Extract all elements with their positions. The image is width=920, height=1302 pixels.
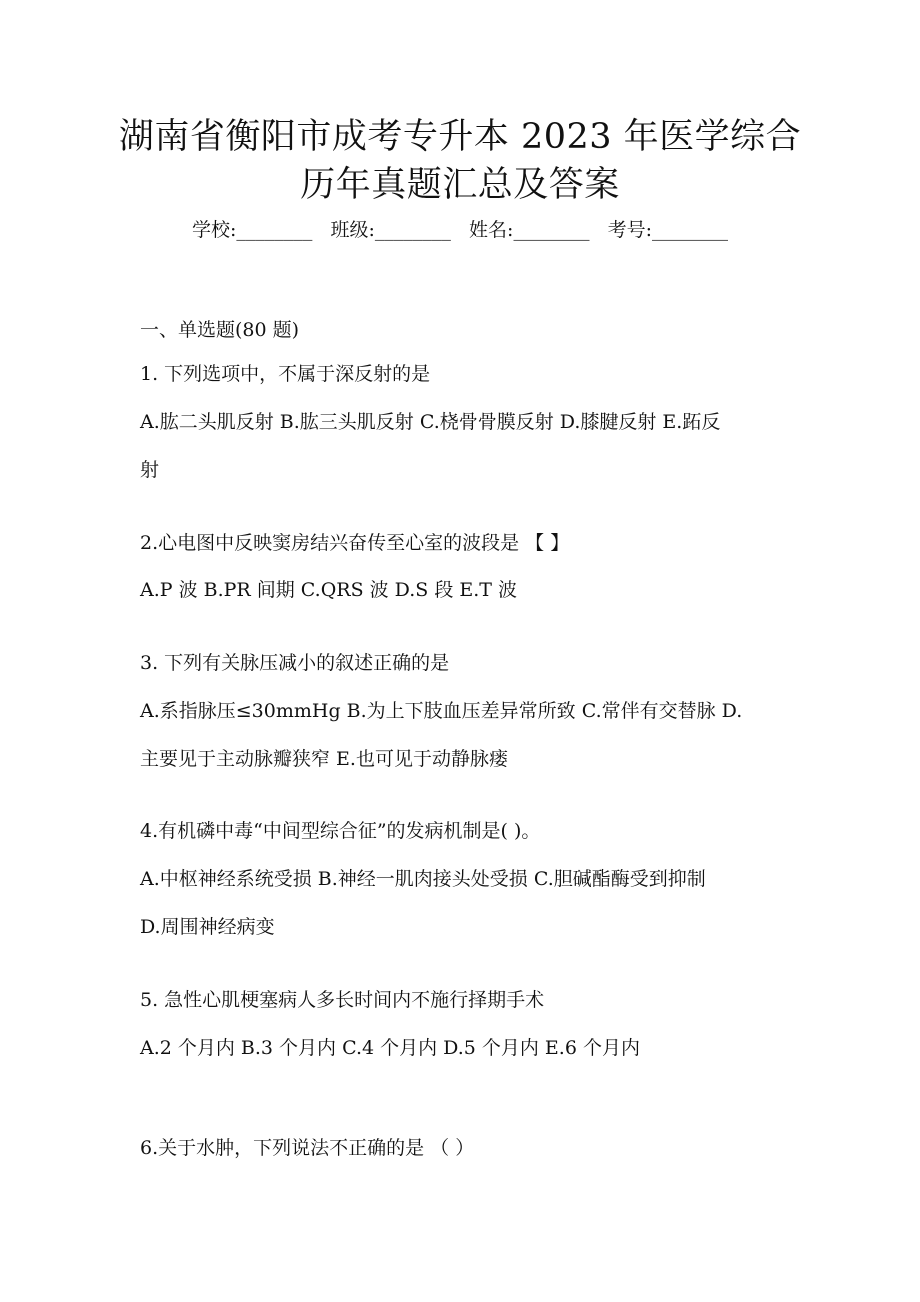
student-info-line: 学校:________ 班级:________ 姓名:________ 考号:________ — [192, 219, 728, 241]
document-title-line-2: 历年真题汇总及答案 — [300, 165, 620, 205]
question-4-stem: 4.有机磷中毒“中间型综合征”的发病机制是( )。 — [140, 820, 541, 842]
question-2-options-line-1: A.P 波 B.PR 间期 C.QRS 波 D.S 段 E.T 波 — [140, 579, 517, 601]
question-4-options-line-1: A.中枢神经系统受损 B.神经一肌肉接头处受损 C.胆碱酯酶受到抑制 — [140, 868, 706, 890]
document-title-line-1: 湖南省衡阳市成考专升本 2023 年医学综合 — [118, 117, 802, 157]
question-1-stem: 1. 下列选项中，不属于深反射的是 — [140, 363, 431, 385]
section-heading: 一、单选题(80 题) — [140, 319, 300, 341]
question-5-options-line-1: A.2 个月内 B.3 个月内 C.4 个月内 D.5 个月内 E.6 个月内 — [140, 1037, 640, 1059]
question-1-options-line-2: 射 — [140, 459, 160, 481]
question-3-stem: 3. 下列有关脉压减小的叙述正确的是 — [140, 652, 450, 674]
question-5-stem: 5. 急性心肌梗塞病人多长时间内不施行择期手术 — [140, 989, 545, 1011]
question-1-options-line-1: A.肱二头肌反射 B.肱三头肌反射 C.桡骨骨膜反射 D.膝腱反射 E.跖反 — [140, 411, 721, 433]
question-6-stem: 6.关于水肿，下列说法不正确的是 （ ） — [140, 1137, 475, 1159]
question-2-stem: 2.心电图中反映窦房结兴奋传至心室的波段是 【 】 — [140, 532, 570, 554]
question-3-options-line-2: 主要见于主动脉瓣狭窄 E.也可见于动静脉瘘 — [140, 748, 508, 770]
question-3-options-line-1: A.系指脉压≤30mmHg B.为上下肢血压差异常所致 C.常伴有交替脉 D. — [140, 700, 743, 722]
question-4-options-line-2: D.周围神经病变 — [140, 916, 275, 938]
